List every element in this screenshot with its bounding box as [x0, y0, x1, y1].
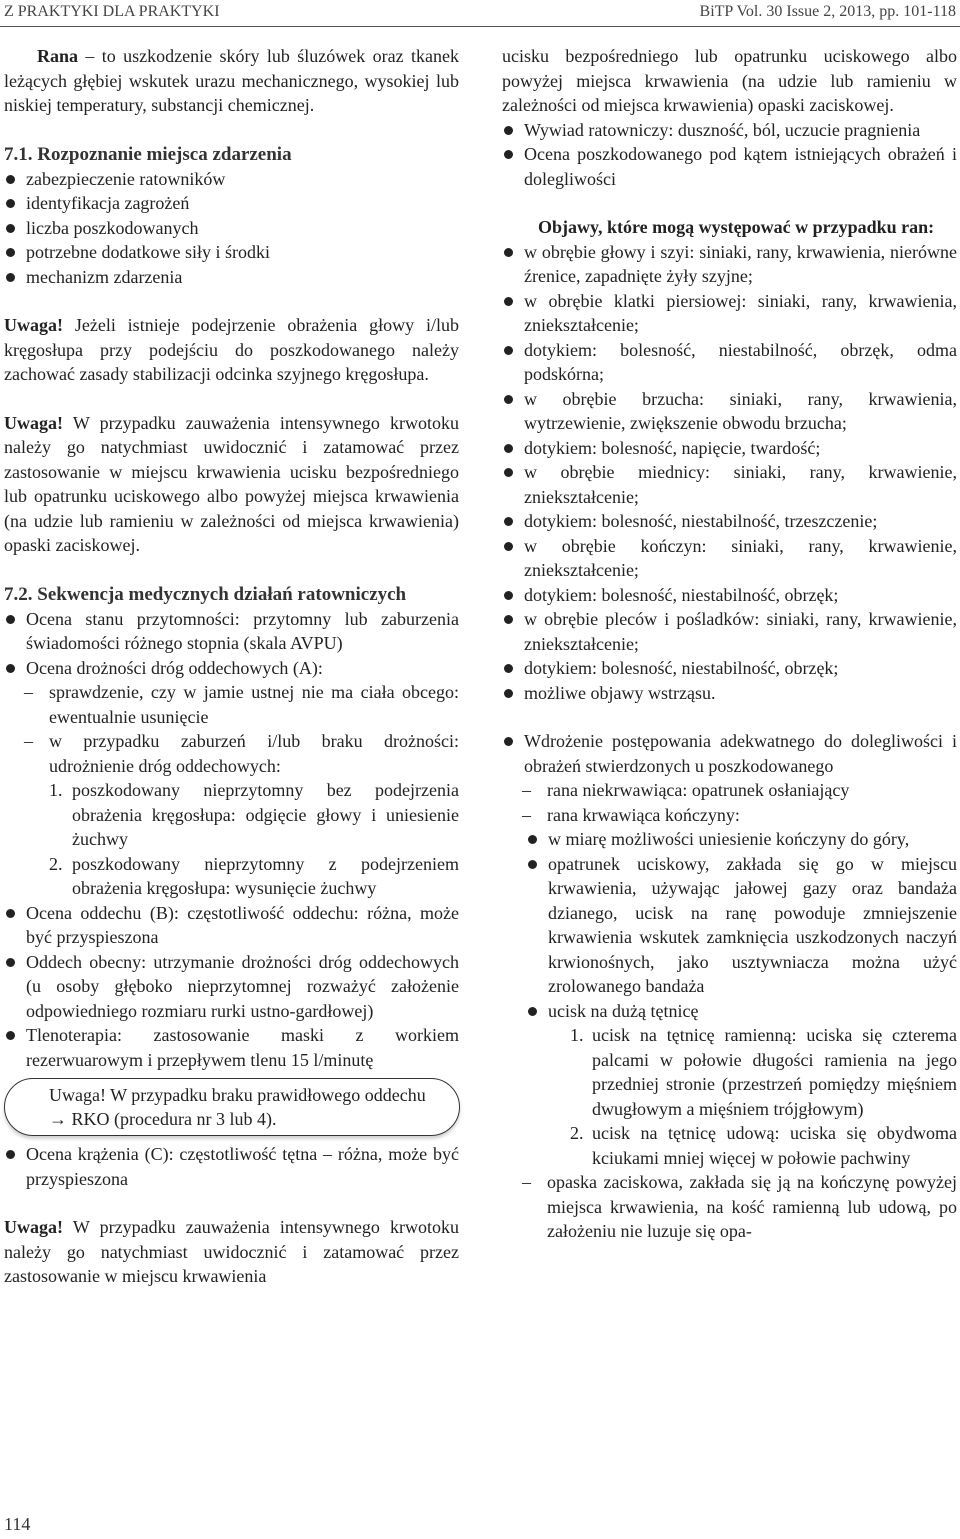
- dash-icon: –: [24, 731, 33, 751]
- list-item: [4, 1142, 459, 1191]
- bullet-icon: [6, 664, 15, 673]
- list-item-text: dotykiem: bolesność, niestabilność, obrzęk;: [524, 584, 839, 605]
- list-item: [502, 240, 957, 289]
- list-item-text: ucisk na dużą tętnicę: [548, 1000, 699, 1021]
- running-header: [0, 0, 960, 26]
- warning-label: Uwaga!: [4, 1217, 63, 1237]
- list-item: [502, 289, 957, 338]
- dash-item: [502, 1170, 957, 1244]
- list-item-text: w obrębie pleców i pośladków: siniaki, rany, krwawienie, zniekształcenie;: [524, 609, 957, 654]
- list-item: [526, 827, 957, 852]
- section-7-2-list: [4, 607, 459, 681]
- bullet-icon: [504, 248, 513, 257]
- dash-item-text: rana krwawiąca kończyny:: [547, 804, 740, 825]
- list-item-text: Ocena krążenia (C): częstotliwość tętna – różna, może być przyspieszona: [26, 1144, 459, 1189]
- assessment-list: [502, 118, 957, 192]
- warning-text: W przypadku zauważenia intensywnego krwotoku należy go natychmiast uwidocznić i zatamować przez zastosowanie w miejscu krwawienia ucisku bezpośredniego lub opatrunku uciskowego albo powyżej miejsca krwawienia (na udzie lub ramieniu w zależności od miejsca krwawienia) opaski zaciskowej.: [4, 412, 459, 555]
- numbered-item: [4, 778, 459, 852]
- dash-item-text: opaska zaciskowa, zakłada się ją na kończynę powyżej miejsca krwawienia, na kość ramienną lub udową, po założeniu nie luzuje się opa-: [547, 1172, 957, 1241]
- list-item: [4, 1023, 459, 1072]
- list-item-text: w obrębie kończyn: siniaki, rany, krwawienie, zniekształcenie;: [524, 535, 957, 580]
- list-item: [502, 436, 957, 461]
- bullet-icon: [504, 468, 513, 477]
- list-item-text: Tlenoterapia: zastosowanie maski z workiem rezerwuarowym i przepływem tlenu 15 l/minutę: [26, 1025, 459, 1070]
- list-item: [526, 852, 957, 999]
- list-item-text: Wdrożenie postępowania adekwatnego do dolegliwości i obrażeń stwierdzonych u poszkodowanego: [524, 731, 957, 776]
- bullet-icon: [6, 248, 15, 257]
- dash-item-text: w przypadku zaburzeń i/lub braku drożności: udrożnienie dróg oddechowych:: [49, 731, 459, 776]
- header-citation: BiTP Vol. 30 Issue 2, 2013, pp. 101-118: [699, 3, 956, 20]
- item-number: 2.: [570, 1123, 584, 1143]
- bullet-icon: [6, 1031, 15, 1040]
- bullet-icon: [504, 689, 513, 698]
- list-item-text: w miarę możliwości uniesienie kończyny do góry,: [548, 829, 910, 849]
- warning-text: Jeżeli istnieje podejrzenie obrażenia głowy i/lub kręgosłupa przy podejściu do poszkodowanego należy zachować zasady stabilizacji odcinka szyjnego kręgosłupa.: [4, 315, 459, 384]
- warning-bleeding: [4, 411, 459, 558]
- list-item-text: Ocena drożności dróg oddechowych (A):: [26, 657, 323, 678]
- bullet-icon: [6, 199, 15, 208]
- section-7-1-list: [4, 167, 459, 290]
- warning-label: Uwaga!: [4, 412, 63, 433]
- bullet-icon: [528, 835, 537, 844]
- list-item: [4, 950, 459, 1024]
- list-item-text: Ocena stanu przytomności: przytomny lub zaburzenia świadomości różnego stopnia (skala AVPU): [26, 608, 459, 653]
- list-item-text: dotykiem: bolesność, niestabilność, obrzęk;: [524, 658, 839, 678]
- bullet-icon: [504, 591, 513, 600]
- bleeding-sub-list: [526, 827, 957, 1023]
- rko-note-box: Uwaga! W przypadku braku prawidłowego oddechu → RKO (procedura nr 3 lub 4).: [4, 1078, 460, 1136]
- list-item: [502, 534, 957, 583]
- bullet-icon: [6, 1150, 15, 1159]
- list-item: [4, 167, 459, 192]
- dash-icon: –: [522, 780, 531, 800]
- list-item-text: możliwe objawy wstrząsu.: [524, 682, 716, 703]
- list-item-text: opatrunek uciskowy, zakłada się go w miejscu krwawienia, używając jałowej gazy oraz bandaża dzianego, ucisk na ranę powoduje zmniejszenie krwawienia wskutek zamknięcia uszkodzonych naczyń krwionośnych, jako usztywniacza można użyć zrolowanego bandaża: [548, 853, 957, 996]
- rana-definition: [4, 44, 459, 118]
- treatment-list: [502, 729, 957, 778]
- bullet-icon: [504, 297, 513, 306]
- list-item-text: w obrębie brzucha: siniaki, rany, krwawienia, wytrzewienie, zwiększenie obwodu brzucha;: [524, 388, 957, 433]
- list-item: [502, 509, 957, 534]
- list-item: [502, 118, 957, 143]
- list-item: [502, 656, 957, 681]
- bullet-icon: [504, 126, 513, 135]
- airway-numbered-list: [4, 778, 459, 901]
- bullet-icon: [528, 1007, 537, 1016]
- artery-numbered-list: [502, 1023, 957, 1170]
- warning-text: W przypadku zauważenia intensywnego krwotoku należy go natychmiast uwidocznić i zatamować przez zastosowanie w miejscu krwawienia: [4, 1217, 459, 1286]
- list-item-text: Ocena poszkodowanego pod kątem istniejących obrażeń i dolegliwości: [524, 144, 957, 189]
- list-item: [502, 583, 957, 608]
- dash-item: [4, 680, 459, 729]
- rana-term: Rana: [37, 46, 79, 66]
- list-item-text: dotykiem: bolesność, niestabilność, trzeszczenie;: [524, 511, 878, 531]
- list-item: [502, 387, 957, 436]
- bullet-icon: [528, 860, 537, 869]
- section-7-2-list-cont: [4, 901, 459, 1073]
- header-rule: [0, 26, 960, 27]
- page-number: 114: [4, 1514, 31, 1534]
- section-7-2-list-end: [4, 1142, 459, 1191]
- wound-dash-list: [502, 778, 957, 827]
- list-item-text: w obrębie głowy i szyi: siniaki, rany, krwawienia, nierówne źrenice, zapadnięte żyły szyjne;: [524, 241, 957, 286]
- list-item: [526, 999, 957, 1024]
- list-item: [4, 191, 459, 216]
- numbered-item-text: ucisk na tętnicę udową: uciska się obydwoma kciukami mniej więcej w połowie pachwiny: [592, 1123, 957, 1168]
- dash-item-text: rana niekrwawiąca: opatrunek osłaniający: [547, 780, 850, 800]
- bullet-icon: [6, 273, 15, 282]
- bullet-icon: [6, 175, 15, 184]
- list-item-text: Ocena oddechu (B): częstotliwość oddechu: różna, może być przyspieszona: [26, 902, 459, 947]
- bullet-icon: [504, 395, 513, 404]
- symptoms-heading: Objawy, które mogą występować w przypadku ran:: [538, 217, 935, 237]
- bullet-icon: [504, 444, 513, 453]
- list-item: [502, 607, 957, 656]
- list-item: [4, 265, 459, 290]
- bullet-icon: [504, 346, 513, 355]
- list-item: [4, 240, 459, 265]
- item-number: 2.: [49, 853, 63, 874]
- bullet-icon: [504, 542, 513, 551]
- list-item: [502, 338, 957, 387]
- list-item-text: dotykiem: bolesność, niestabilność, obrzęk, odma podskórna;: [524, 339, 957, 384]
- dash-item-text: sprawdzenie, czy w jamie ustnej nie ma ciała obcego: ewentualnie usunięcie: [49, 682, 459, 727]
- list-item-text: identyfikacja zagrożeń: [26, 193, 190, 213]
- list-item-text: w obrębie klatki piersiowej: siniaki, rany, krwawienia, zniekształcenie;: [524, 290, 957, 335]
- section-7-2-title: 7.2. Sekwencja medycznych działań ratowniczych: [4, 583, 407, 605]
- dash-item: [502, 778, 957, 803]
- list-item-text: liczba poszkodowanych: [26, 217, 199, 238]
- numbered-item: [502, 1121, 957, 1170]
- dash-icon: –: [522, 1172, 531, 1192]
- warning-label: Uwaga!: [4, 315, 63, 335]
- bullet-icon: [504, 737, 513, 746]
- list-item: [502, 142, 957, 191]
- continued-paragraph: ucisku bezpośredniego lub opatrunku uciskowego albo powyżej miejsca krwawienia (na udzie lub ramieniu w zależności od miejsca krwawienia) opaski zaciskowej.: [502, 46, 957, 115]
- bullet-icon: [504, 664, 513, 673]
- dash-icon: –: [522, 804, 531, 825]
- list-item-text: w obrębie miednicy: siniaki, rany, krwawienie, zniekształcenie;: [524, 462, 957, 507]
- warning-spine: [4, 313, 459, 387]
- rana-definition-text: – to uszkodzenie skóry lub śluzówek oraz tkanek leżących głębiej wskutek urazu mechanicznego, wysokiej lub niskiej temperatury, substancji chemicznej.: [4, 46, 459, 115]
- bullet-icon: [6, 224, 15, 233]
- tourniquet-dash-list: [502, 1170, 957, 1244]
- list-item-text: mechanizm zdarzenia: [26, 266, 183, 287]
- symptoms-list: [502, 240, 957, 706]
- bullet-icon: [504, 517, 513, 526]
- header-section-label: Z PRAKTYKI DLA PRAKTYKI: [4, 3, 220, 20]
- dash-item: [4, 729, 459, 778]
- list-item-text: potrzebne dodatkowe siły i środki: [26, 242, 270, 262]
- numbered-item-text: poszkodowany nieprzytomny bez podejrzenia obrażenia kręgosłupa: odgięcie głowy i uniesienie żuchwy: [72, 780, 459, 849]
- numbered-item-text: ucisk na tętnicę ramienną: uciska się czterema palcami w połowie długości ramienia na jego przedniej stronie (przestrzeń pomiędzy mięśniem dwugłowym a mięśniem trójgłowym): [592, 1025, 957, 1119]
- list-item-text: zabezpieczenie ratowników: [26, 168, 226, 189]
- list-item: [4, 901, 459, 950]
- bullet-icon: [6, 615, 15, 624]
- list-item-text: Wywiad ratowniczy: duszność, ból, uczucie pragnienia: [524, 119, 921, 140]
- list-item: [4, 656, 459, 681]
- warning-bleeding-2: [4, 1215, 459, 1289]
- bullet-icon: [6, 909, 15, 918]
- airway-dash-list: [4, 680, 459, 778]
- item-number: 1.: [49, 780, 63, 800]
- numbered-item: [502, 1023, 957, 1121]
- list-item: [502, 681, 957, 706]
- numbered-item: [4, 852, 459, 901]
- bullet-icon: [504, 150, 513, 159]
- numbered-item-text: poszkodowany nieprzytomny z podejrzeniem obrażenia kręgosłupa: wysunięcie żuchwy: [72, 853, 459, 898]
- list-item-text: dotykiem: bolesność, napięcie, twardość;: [524, 437, 821, 458]
- list-item: [502, 729, 957, 778]
- section-7-1-title: 7.1. Rozpoznanie miejsca zdarzenia: [4, 143, 292, 165]
- dash-item: [502, 803, 957, 828]
- bullet-icon: [6, 958, 15, 967]
- list-item: [4, 216, 459, 241]
- item-number: 1.: [570, 1025, 584, 1045]
- list-item-text: Oddech obecny: utrzymanie drożności dróg oddechowych (u osoby głęboko nieprzytomnej rozważyć założenie odpowiedniego rozmiaru rurki ustno-gardłowej): [26, 951, 459, 1021]
- bullet-icon: [504, 615, 513, 624]
- list-item: [4, 607, 459, 656]
- right-column: [502, 44, 957, 1244]
- dash-icon: –: [24, 682, 33, 702]
- list-item: [502, 460, 957, 509]
- left-column: [4, 44, 459, 1289]
